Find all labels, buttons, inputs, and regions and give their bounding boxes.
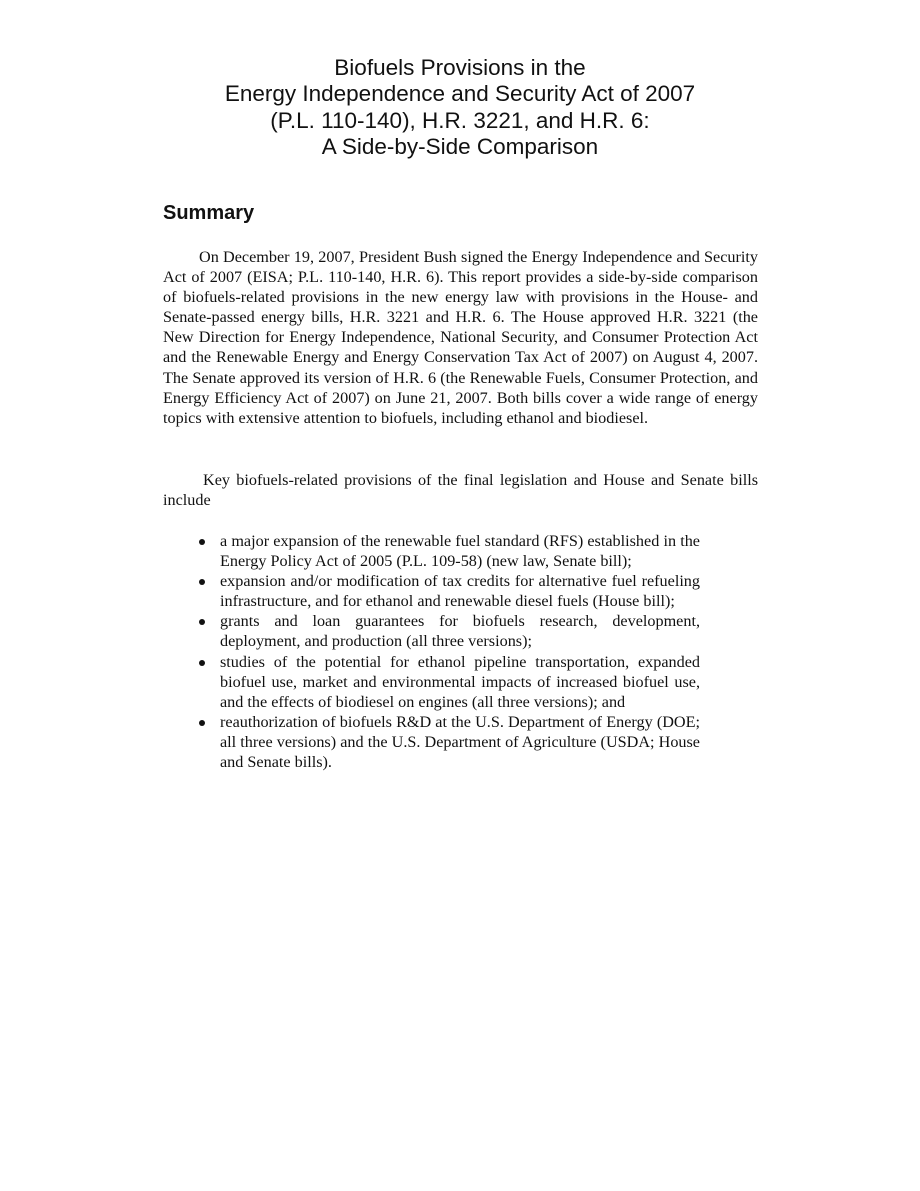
list-item-text: grants and loan guarantees for biofuels research, development, deployment, and production (all three versions); [220, 612, 700, 651]
provisions-list [197, 531, 700, 772]
list-item [197, 571, 700, 611]
bullet-icon [199, 619, 205, 625]
title-line-4: A Side-by-Side Comparison [321, 133, 599, 159]
title-line-2: Energy Independence and Security Act of 2007 [224, 81, 696, 107]
list-item [197, 611, 700, 651]
bullet-icon [199, 539, 205, 545]
list-item [197, 531, 700, 571]
list-item-text: reauthorization of biofuels R&D at the U.S. Department of Energy (DOE; all three versions) and the U.S. Department of Agriculture (USDA; House and Senate bills). [220, 712, 700, 772]
list-item [197, 712, 700, 772]
list-item-text: studies of the potential for ethanol pipeline transportation, expanded biofuel use, market and environmental impacts of increased biofuel use, and the effects of biodiesel on engines (all three versions); and [220, 652, 700, 711]
title-line-1: Biofuels Provisions in the [334, 55, 586, 80]
list-item-text: expansion and/or modification of tax credits for alternative fuel refueling infrastructure, and for ethanol and renewable diesel fuels (House bill); [220, 572, 700, 611]
bullet-icon [199, 579, 205, 585]
summary-paragraph-2: Key biofuels-related provisions of the final legislation and House and Senate bills include [163, 471, 758, 510]
list-item [197, 652, 700, 712]
summary-heading: Summary [163, 202, 255, 224]
document-title [160, 55, 760, 160]
title-line-3: (P.L. 110-140), H.R. 3221, and H.R. 6: [270, 107, 650, 133]
list-item-text: a major expansion of the renewable fuel standard (RFS) established in the Energy Policy Act of 2005 (P.L. 109-58) (new law, Senate bill); [220, 532, 700, 571]
summary-paragraph-1: On December 19, 2007, President Bush signed the Energy Independence and Security Act of 2007 (EISA; P.L. 110-140, H.R. 6). This report provides a side-by-side comparison of biofuels-related provisions in the new energy law with provisions in the House- and Senate-passed energy bills, H.R. 3221 and H.R. 6. The House approved H.R. 3221 (the New Direction for Energy Independence, National Security, and Consumer Protection Act and the Renewable Energy and Energy Conservation Tax Act of 2007) on August 4, 2007. The Senate approved its version of H.R. 6 (the Renewable Fuels, Consumer Protection, and Energy Efficiency Act of 2007) on June 21, 2007. Both bills cover a wide range of energy topics with extensive attention to biofuels, including ethanol and biodiesel. [163, 248, 758, 427]
bullet-icon [199, 720, 205, 726]
bullet-icon [199, 660, 205, 666]
